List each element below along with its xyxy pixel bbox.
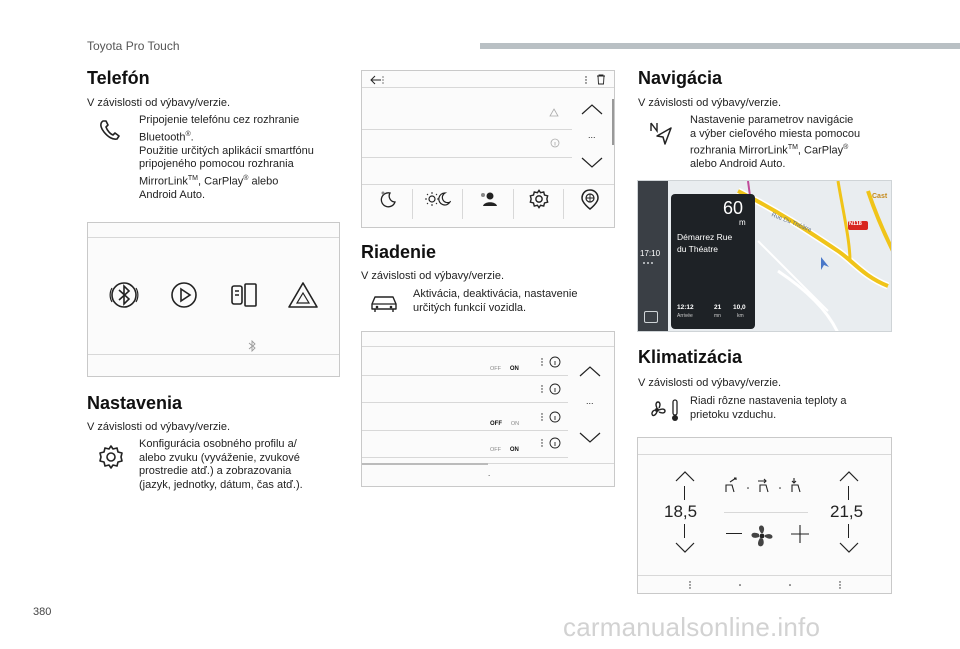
settings-screen (361, 70, 615, 228)
nastavenia-subtitle: V závislosti od výbavy/verzie. (87, 421, 231, 433)
row-2-info-icon[interactable] (540, 383, 562, 395)
navigacia-title: Navigácia (638, 68, 723, 88)
navigation-screen[interactable] (637, 180, 892, 332)
riadenie-description: Aktivácia, deaktivácia, nastavenie určitých funkcií vozidla. (413, 288, 578, 314)
nav-km: 10,0 (733, 304, 746, 311)
language-icon[interactable] (579, 188, 601, 210)
nav-clock: 17:10 (640, 249, 661, 258)
nav-distance: 60 (723, 198, 744, 218)
climate-bottom-controls[interactable] (686, 580, 846, 590)
nav-guidance-panel (671, 194, 755, 329)
navigacia-subtitle: V závislosti od výbavy/verzie. (638, 97, 782, 109)
scroll-ellipsis: ... (588, 130, 596, 140)
vehicle-screen (361, 331, 615, 487)
vehicle-scroll-ellipsis: ... (586, 396, 594, 406)
nav-road-badge: N118 (849, 221, 862, 227)
temp-right-down-icon[interactable] (838, 542, 860, 554)
fan-decrease-icon[interactable] (726, 533, 742, 534)
back-arrow-icon[interactable] (368, 75, 384, 85)
nav-street-label: Rue Du Théâtre (770, 212, 813, 234)
temp-left-up-icon[interactable] (674, 470, 696, 482)
nav-instruction-1: Démarrez Rue (677, 232, 733, 242)
row-1-info-icon[interactable] (540, 356, 562, 368)
bluetooth-small-icon (248, 340, 256, 352)
klimatizacia-description: Riadi rôzne nastavenia teploty a prietoku vzduchu. (690, 395, 847, 421)
row-4-info-icon[interactable] (540, 437, 562, 449)
menu-dots-icon[interactable] (584, 75, 588, 85)
night-mode-icon[interactable] (378, 189, 398, 209)
nastavenia-title: Nastavenia (87, 393, 183, 413)
header-title: Toyota Pro Touch (87, 39, 180, 53)
info-icon (550, 138, 560, 148)
nav-minutes-label: mn (714, 313, 721, 319)
navigacia-description: Nastavenie parametrov navigácie a výber cieľového miesta pomocou rozhrania MirrorLink™, CarPlay® alebo Android Auto. (690, 114, 861, 171)
play-icon[interactable] (168, 279, 200, 311)
progress-indicator (362, 463, 488, 465)
climate-fan-thermometer-icon (645, 397, 681, 423)
toggle-row-1[interactable]: OFF ON (490, 366, 519, 372)
nav-home-button[interactable] (644, 311, 658, 323)
scroll-down-icon[interactable] (580, 157, 604, 169)
nav-minutes: 21 (714, 304, 722, 311)
header-bar (480, 43, 960, 49)
riadenie-title: Riadenie (361, 242, 437, 262)
temp-left-down-icon[interactable] (674, 542, 696, 554)
vehicle-icon (368, 291, 400, 313)
temp-right-value: 21,5 (830, 502, 864, 521)
nastavenia-description: Konfigurácia osobného profilu a/ alebo zvuku (vyváženie, zvukové prostredie atď.) a zobrazovania (jazyk, jednotky, dátum, čas atď.). (139, 438, 303, 491)
page-dot: . (488, 469, 491, 478)
fan-icon[interactable] (748, 522, 776, 550)
telefon-description: Pripojenie telefónu cez rozhranie Bluetooth®. Použitie určitých aplikácií smartfónu pripojeného pomocou rozhrania MirrorLink™, CarPlay® alebo Android Auto. (139, 114, 314, 201)
nav-status-dots (642, 261, 656, 265)
telefon-subtitle: V závislosti od výbavy/verzie. (87, 97, 231, 109)
climate-screen (637, 437, 892, 594)
profile-icon[interactable] (479, 189, 499, 209)
telefon-title: Telefón (87, 68, 150, 88)
android-auto-icon[interactable] (286, 279, 320, 311)
bluetooth-icon[interactable] (108, 279, 140, 311)
phone-handset-icon (97, 117, 123, 143)
klimatizacia-title: Klimatizácia (638, 347, 743, 367)
nav-km-label: km (737, 313, 744, 319)
navigation-arrow-icon (648, 120, 674, 148)
page-number: 380 (33, 606, 52, 618)
riadenie-subtitle: V závislosti od výbavy/verzie. (361, 270, 505, 282)
system-settings-icon[interactable] (528, 188, 550, 210)
nav-distance-unit: m (739, 218, 746, 227)
scrollbar[interactable] (612, 99, 614, 145)
toggle-row-4[interactable]: OFF ON (490, 447, 519, 453)
toggle-row-3[interactable]: OFF ON (490, 421, 520, 427)
phone-screen (87, 222, 340, 377)
settings-gear-icon (97, 443, 125, 471)
nav-arrival-label: Arrivée (677, 313, 693, 319)
trash-icon[interactable] (596, 74, 606, 85)
klimatizacia-subtitle: V závislosti od výbavy/verzie. (638, 377, 782, 389)
temp-left-value: 18,5 (664, 502, 698, 521)
mirroring-icon[interactable] (228, 279, 260, 311)
vehicle-scroll-down-icon[interactable] (578, 432, 602, 444)
watermark: carmanualsonline.info (563, 612, 821, 642)
fan-increase-icon[interactable] (790, 524, 810, 544)
row-3-info-icon[interactable] (540, 411, 562, 423)
nav-instruction-2: du Théatre (677, 244, 718, 254)
warning-triangle-icon (549, 108, 559, 117)
day-night-icon[interactable] (425, 189, 451, 209)
temp-right-up-icon[interactable] (838, 470, 860, 482)
scroll-up-icon[interactable] (580, 103, 604, 115)
nav-arrival-time: 12:12 (677, 304, 694, 311)
nav-place-label: Cast (872, 193, 888, 200)
vehicle-scroll-up-icon[interactable] (578, 365, 602, 377)
air-distribution-icons[interactable] (722, 476, 812, 496)
